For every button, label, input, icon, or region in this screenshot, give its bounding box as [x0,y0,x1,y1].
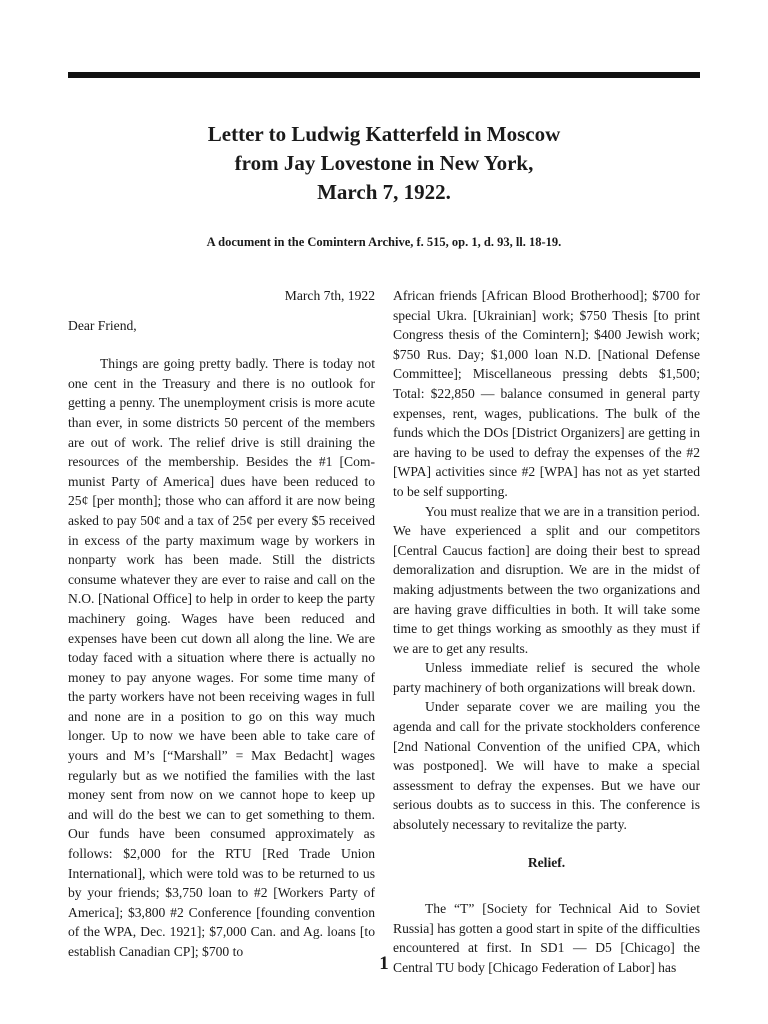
title-line-3: March 7, 1922. [317,180,451,204]
body-paragraph: You must realize that we are in a transition period. We have experienced a split and our competitors [Central Caucus faction] are doing their best to spread demoralization and disruption. We are in the midst of making adjustments between the two organizations and are having grave difficulties in both. It will take some time to get things working as smoothly as they must if we are to get any results. [393,503,700,656]
body-paragraph: The “T” [Society for Technical Aid to Soviet Russia] has gotten a good start in spite of the difficulties encountered at first. In SD1 — D5 [Chicago] the Central TU body [Chicago Federation of Labor] has [393,901,700,975]
section-heading-relief: Relief. [527,854,566,870]
title-line-2: from Jay Lovestone in New York, [234,151,534,175]
top-rule [68,72,700,78]
page-number: 1 [379,953,389,974]
salutation: Dear Friend, [68,317,137,333]
body-paragraph: Under separate cover we are mailing you the agenda and call for the private stockholders conference [2nd National Convention of the unified CPA, which was postponed]. We will have to make a special assessment to defray the expenses. But we have our serious doubts as to success in this. The conference is absolutely necessary to revitalize the party. [393,699,700,833]
left-column [68,286,375,962]
document-title [68,120,700,207]
body-paragraph: Things are going pretty badly. There is today not one cent in the Treasury and there is no outlook for getting a penny. The unemployment crisis is more acute than ever, in some districts 50 percent of the members are out of work. The relief drive is still draining the resources of the membership. Besides the #1 [Communist Party of America] dues have been reduced to 25¢ [per month]; those who can afford it are now being asked to pay 50¢ and a tax of 25¢ per every $5 received in excess of the party maximum wage by workers in nonparty work has been made. Still the districts consume whatever they are ever to raise and call on the N.O. [National Office] to help in order to keep the party machinery going. Wages have been reduced and expenses have been cut down all along the line. We are today faced with a situation where there is actually no money to pay anyone wages. For some time many of the party workers have not been receiving wages in full and none are in a position to go on this way much longer. Up to now we have been able to take care of yours and M’s [“Marshall” = Max Bedacht] wages regularly but as we notified the families with the last money sent from now on we cannot hope to keep up and will do the best we can to get something to them. Our funds have been consumed approximately as follows: $2,000 for the RTU [Red Trade Union International], which were told was to be returned to us by your friends; $3,750 loan to #2 [Workers Party of America]; $3,800 #2 Conference [founding convention of the WPA, Dec. 1921]; $7,000 Can. and Ag. loans [to establish Canadian CP]; $700 to [68,356,375,959]
right-column [393,286,700,978]
body-paragraph: Unless immediate relief is secured the whole party machinery of both organizations will break down. [393,660,700,695]
body-paragraph: African friends [African Blood Brotherhood]; $700 for special Ukra. [Ukrainian] work; $750 Thesis [to print Congress thesis of the Comintern]; $400 Jewish work; $750 Rus. Day; $1,000 loan N.D. [National Defense Committee]; Miscellaneous pressing debts $1,500; Total: $22,850 — balance consumed in general party expenses, rent, wages, publications. The bulk of the funds which the DOs [District Organizers] are getting in are having to be used to defray the expenses of the #2 [WPA] activities since #2 [WPA] has not as yet started to be self supporting. [393,288,700,499]
letter-date: March 7th, 1922 [284,288,375,303]
archive-reference: A document in the Comintern Archive, f. 515, op. 1, d. 93, ll. 18-19. [206,235,562,249]
title-line-1: Letter to Ludwig Katterfeld in Moscow [207,122,561,146]
